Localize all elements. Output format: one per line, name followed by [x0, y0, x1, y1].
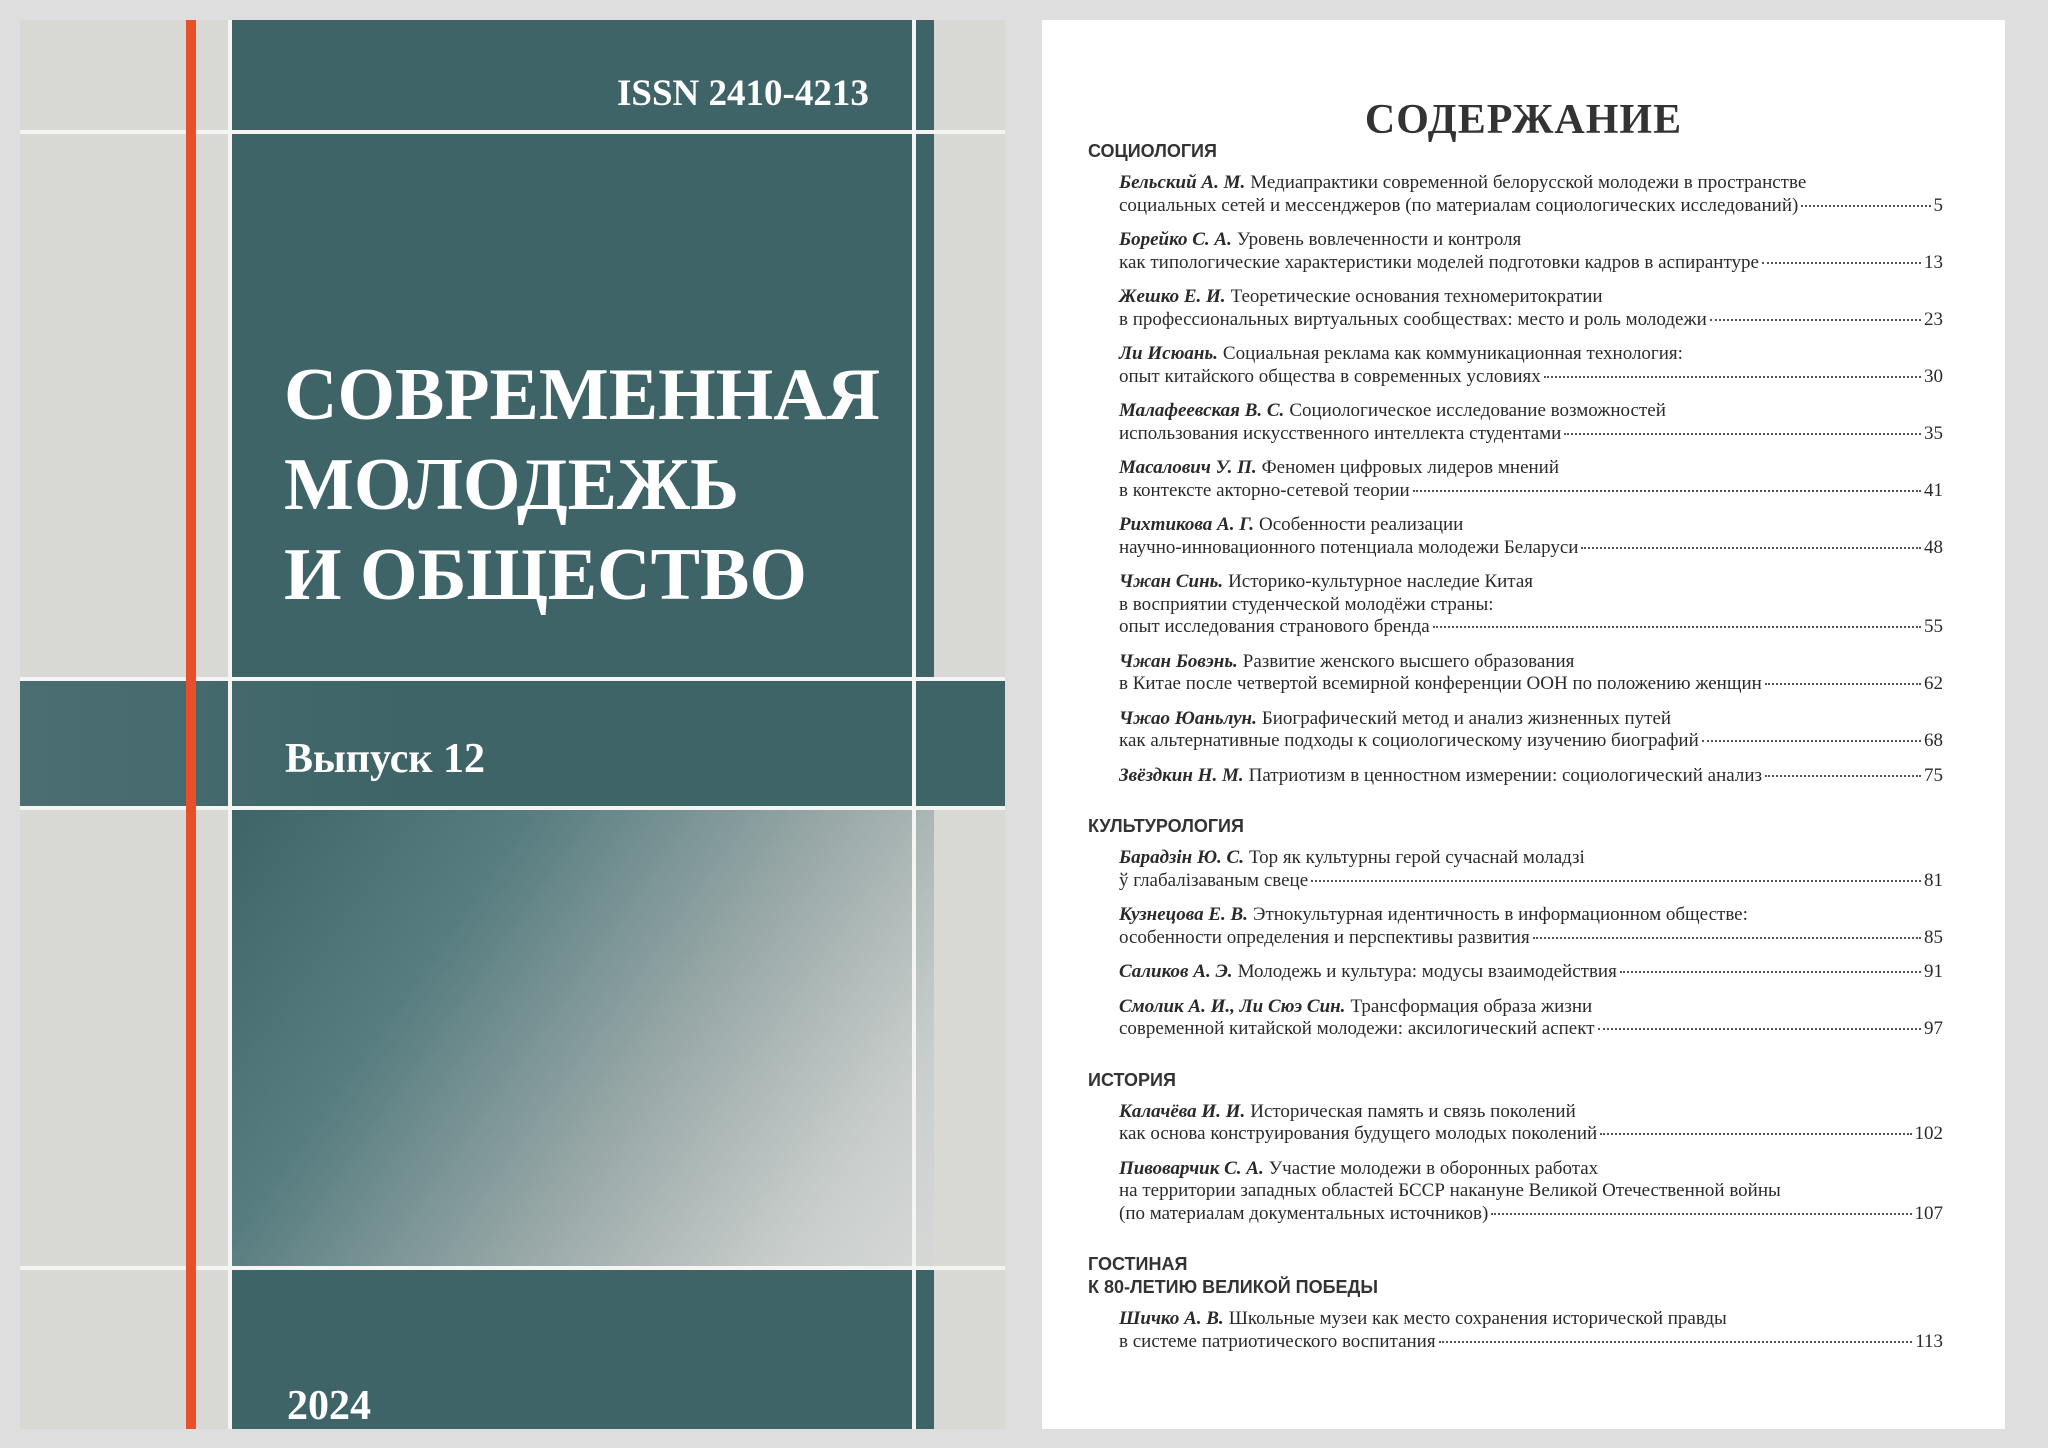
toc-entry-line: [1119, 651, 1943, 674]
toc-entry[interactable]: [1119, 286, 1943, 331]
toc-entry[interactable]: [1119, 1158, 1943, 1226]
toc-dot-leader: [1600, 1133, 1911, 1135]
toc-entry-line: [1119, 537, 1943, 560]
toc-entry-author: Шичко А. В.: [1119, 1308, 1224, 1329]
toc-entry-author: Смолик А. И., Ли Сюэ Син.: [1119, 995, 1346, 1017]
toc-entry-page: 41: [1924, 479, 1943, 501]
toc-entry-line: [1119, 1158, 1943, 1181]
cover-line: [20, 677, 1005, 681]
toc-dot-leader: [1801, 205, 1930, 207]
toc-entry-line: [1119, 423, 1943, 446]
toc-entry-line: [1119, 1018, 1943, 1041]
toc-section-heading: ИСТОРИЯ: [1088, 1069, 1176, 1090]
toc-entry-line: [1119, 847, 1943, 870]
journal-cover: [20, 20, 1005, 1429]
toc-entry-title-text: Социологическое исследование возможностей: [1289, 400, 1666, 421]
toc-entry-page: 85: [1924, 926, 1943, 948]
toc-entry-line: [1119, 1101, 1943, 1124]
toc-entry-page: 13: [1924, 251, 1943, 273]
toc-entry-title-text: как альтернативные подходы к социологическому изучению биографий: [1119, 730, 1699, 751]
toc-dot-leader: [1762, 262, 1921, 264]
toc-entry-title-text: Трансформация образа жизни: [1350, 995, 1593, 1017]
toc-entry-line: [1119, 961, 1943, 984]
toc-entry-line: [1119, 1203, 1943, 1226]
toc-entry-page: 5: [1933, 194, 1943, 216]
toc-entry-title-text: Особенности реализации: [1259, 514, 1464, 535]
toc-entry-page: 23: [1924, 308, 1943, 330]
toc-entry[interactable]: [1119, 847, 1943, 892]
toc-entry-line: [1119, 366, 1943, 389]
cover-title-line: И ОБЩЕСТВО: [284, 534, 807, 616]
cover-issue: Выпуск 12: [285, 736, 486, 782]
toc-entry-title-text: социальных сетей и мессенджеров (по материалам социологических исследований): [1119, 194, 1799, 216]
toc-entry[interactable]: [1119, 457, 1943, 502]
cover-title-line: СОВРЕМЕННАЯ: [284, 354, 881, 436]
toc-entry-title-text: как основа конструирования будущего молодых поколений: [1119, 1123, 1598, 1144]
toc-entry-line: [1119, 229, 1943, 252]
toc-entry-line: [1119, 708, 1943, 731]
toc-entry-title-text: Участие молодежи в оборонных работах: [1268, 1157, 1599, 1179]
cover-title: [284, 350, 880, 620]
toc-entry-line: [1119, 514, 1943, 537]
toc-entry-page: 81: [1924, 869, 1943, 891]
table-of-contents-page: [1042, 20, 2005, 1429]
toc-entry[interactable]: [1119, 651, 1943, 696]
toc-dot-leader: [1710, 319, 1921, 321]
toc-entry-page: 107: [1914, 1202, 1943, 1224]
toc-entry-author: Кузнецова Е. В.: [1119, 904, 1248, 925]
cover-line: [912, 20, 916, 1429]
toc-entry-line: [1119, 309, 1943, 332]
toc-entry[interactable]: [1119, 996, 1943, 1041]
toc-entry-title-text: Тор як культурны герой сучаснай моладзі: [1248, 847, 1585, 868]
toc-entry-line: [1119, 172, 1943, 195]
toc-entry-author: Барадзін Ю. С.: [1119, 847, 1244, 868]
toc-entry-title-text: в восприятии студенческой молодёжи страны:: [1119, 593, 1494, 615]
toc-entry-title-text: в Китае после четвертой всемирной конференции ООН по положению женщин: [1119, 673, 1762, 694]
toc-section-heading-line: ГОСТИНАЯ: [1088, 1254, 1188, 1274]
toc-entry-author: Рихтикова А. Г.: [1119, 514, 1255, 535]
toc-entry-author: Чжао Юаньлун.: [1119, 707, 1257, 729]
toc-entry[interactable]: [1119, 229, 1943, 274]
cover-line: [20, 806, 1005, 810]
toc-entry-author: Ли Исюань.: [1119, 343, 1218, 364]
toc-entry-title-text: как типологические характеристики моделей подготовки кадров в аспирантуре: [1119, 251, 1759, 273]
toc-entry[interactable]: [1119, 1101, 1943, 1146]
toc-entry-author: Малафеевская В. С.: [1119, 400, 1285, 421]
toc-entry-title-text: в системе патриотического воспитания: [1119, 1330, 1436, 1352]
toc-entry-line: [1119, 673, 1943, 696]
toc-entry-line: [1119, 594, 1943, 617]
toc-dot-leader: [1702, 740, 1921, 742]
toc-dot-leader: [1433, 626, 1921, 628]
toc-dot-leader: [1533, 937, 1921, 939]
toc-entry-title-text: в контексте акторно-сетевой теории: [1119, 479, 1410, 501]
toc-entry[interactable]: [1119, 400, 1943, 445]
toc-entry-page: 68: [1924, 730, 1943, 751]
toc-entry-title-text: ў глабалізаваным свеце: [1119, 869, 1309, 891]
toc-entry-line: [1119, 1308, 1943, 1331]
cover-lower-panel: [229, 807, 934, 1267]
toc-dot-leader: [1491, 1213, 1911, 1215]
toc-entry-line: [1119, 765, 1943, 788]
cover-issn: ISSN 2410-4213: [617, 73, 869, 114]
toc-entry[interactable]: [1119, 343, 1943, 388]
toc-entry[interactable]: [1119, 172, 1943, 217]
toc-entry-title-text: Социальная реклама как коммуникационная технология:: [1222, 343, 1683, 364]
toc-entry-title-text: на территории западных областей БССР накануне Великой Отечественной войны: [1119, 1180, 1781, 1201]
toc-entry-title-text: использования искусственного интеллекта студентами: [1119, 422, 1562, 444]
toc-entry-line: [1119, 1180, 1943, 1203]
toc-entry-line: [1119, 730, 1943, 753]
toc-entry-line: [1119, 616, 1943, 639]
toc-entry-title-text: Теоретические основания техномеритократии: [1230, 286, 1603, 307]
cover-right-band: [934, 680, 1005, 807]
toc-entry[interactable]: [1119, 571, 1943, 639]
toc-entry-page: 102: [1914, 1123, 1943, 1144]
toc-dot-leader: [1564, 433, 1921, 435]
toc-entry-page: 91: [1924, 961, 1943, 982]
toc-dot-leader: [1544, 376, 1921, 378]
toc-entry-title-text: Молодежь и культура: модусы взаимодействия: [1237, 961, 1617, 982]
toc-title: СОДЕРЖАНИЕ: [1364, 97, 1683, 143]
toc-entry-title-text: Развитие женского высшего образования: [1242, 650, 1575, 672]
toc-entry-page: 48: [1924, 536, 1943, 558]
toc-entry-page: 35: [1924, 422, 1943, 444]
toc-dot-leader: [1439, 1341, 1913, 1343]
toc-entry-page: 55: [1924, 616, 1943, 637]
toc-entry-title-text: современной китайской молодежи: аксилогический аспект: [1119, 1018, 1595, 1039]
toc-entry-line: [1119, 252, 1943, 275]
toc-entry-title-text: Историко-культурное наследие Китая: [1228, 571, 1533, 592]
toc-entry-title-text: Феномен цифровых лидеров мнений: [1261, 457, 1560, 478]
cover-middle-band: [20, 680, 1005, 807]
cover-line: [228, 20, 232, 1429]
cover-line: [20, 130, 1005, 134]
toc-entry-line: [1119, 1123, 1943, 1146]
toc-entry[interactable]: [1119, 765, 1943, 788]
toc-entry-line: [1119, 571, 1943, 594]
toc-entry-author: Масалович У. П.: [1119, 457, 1257, 478]
toc-body: [1088, 140, 1943, 1353]
toc-entry-line: [1119, 400, 1943, 423]
toc-dot-leader: [1598, 1028, 1921, 1030]
toc-entry-title-text: Уровень вовлеченности и контроля: [1236, 229, 1522, 250]
toc-entry-line: [1119, 996, 1943, 1019]
toc-dot-leader: [1413, 490, 1921, 492]
toc-entry-page: 30: [1924, 365, 1943, 387]
toc-dot-leader: [1311, 880, 1921, 882]
toc-entry-title-text: опыт исследования странового бренда: [1119, 616, 1430, 637]
toc-entry-title-text: опыт китайского общества в современных условиях: [1119, 365, 1541, 387]
toc-dot-leader: [1765, 775, 1921, 777]
toc-entry-title-text: в профессиональных виртуальных сообществах: место и роль молодежи: [1119, 308, 1707, 330]
toc-entry-title-text: Биографический метод и анализ жизненных путей: [1261, 707, 1672, 729]
toc-entry-title-text: особенности определения и перспективы развития: [1119, 926, 1530, 948]
toc-entry[interactable]: [1119, 961, 1943, 984]
toc-entry-author: Борейко С. А.: [1119, 229, 1232, 250]
toc-entry-line: [1119, 480, 1943, 503]
toc-section-heading: КУЛЬТУРОЛОГИЯ: [1088, 816, 1244, 836]
toc-entry-line: [1119, 870, 1943, 893]
toc-entry-line: [1119, 927, 1943, 950]
toc-entry-title-text: Медиапрактики современной белорусской молодежи в пространстве: [1250, 172, 1807, 193]
toc-entry-author: Саликов А. Э.: [1119, 961, 1233, 982]
toc-entry-author: Чжан Синь.: [1119, 571, 1224, 592]
toc-entry-title-text: Патриотизм в ценностном измерении: социологический анализ: [1248, 764, 1763, 786]
toc-entry[interactable]: [1119, 708, 1943, 753]
toc-entry-title-text: Этнокультурная идентичность в информационном обществе:: [1252, 904, 1748, 925]
toc-entry-title-text: научно-инновационного потенциала молодежи Беларуси: [1119, 536, 1579, 558]
toc-entry-author: Чжан Бовэнь.: [1119, 650, 1238, 672]
cover-title-line: МОЛОДЕЖЬ: [284, 444, 740, 526]
toc-entry-title-text: Историческая память и связь поколений: [1250, 1100, 1576, 1122]
toc-dot-leader: [1581, 547, 1921, 549]
toc-entry-page: 62: [1924, 673, 1943, 694]
toc-entry-line: [1119, 286, 1943, 309]
toc-entry-author: Бельский А. М.: [1119, 172, 1246, 193]
toc-entry-author: Пивоварчик С. А.: [1119, 1157, 1264, 1179]
toc-entry-page: 97: [1924, 1018, 1943, 1039]
toc-entry[interactable]: [1119, 1308, 1943, 1353]
toc-entry[interactable]: [1119, 514, 1943, 559]
toc-entry-title-text: Школьные музеи как место сохранения исторической правды: [1228, 1308, 1727, 1329]
toc-entry-author: Звёздкин Н. М.: [1119, 764, 1244, 786]
toc-entry[interactable]: [1119, 904, 1943, 949]
toc-entry-line: [1119, 457, 1943, 480]
cover-year: 2024: [287, 1383, 371, 1429]
toc-section-heading: СОЦИОЛОГИЯ: [1088, 141, 1217, 161]
cover-line: [20, 1266, 1005, 1270]
toc-entry-author: Жешко Е. И.: [1119, 286, 1226, 307]
cover-red-stripe: [186, 20, 196, 1429]
toc-dot-leader: [1620, 971, 1921, 973]
toc-section-heading-line: К 80-ЛЕТИЮ ВЕЛИКОЙ ПОБЕДЫ: [1088, 1277, 1378, 1297]
toc-entry-page: 113: [1915, 1330, 1943, 1352]
toc-entry-line: [1119, 1331, 1943, 1354]
toc-dot-leader: [1765, 683, 1921, 685]
toc-section-heading: [1088, 1253, 1943, 1299]
toc-entry-line: [1119, 195, 1943, 218]
toc-entry-line: [1119, 343, 1943, 366]
toc-entry-page: 75: [1924, 764, 1943, 786]
toc-entry-line: [1119, 904, 1943, 927]
toc-entry-title-text: (по материалам документальных источников): [1119, 1202, 1489, 1224]
toc-entry-author: Калачёва И. И.: [1119, 1100, 1246, 1122]
